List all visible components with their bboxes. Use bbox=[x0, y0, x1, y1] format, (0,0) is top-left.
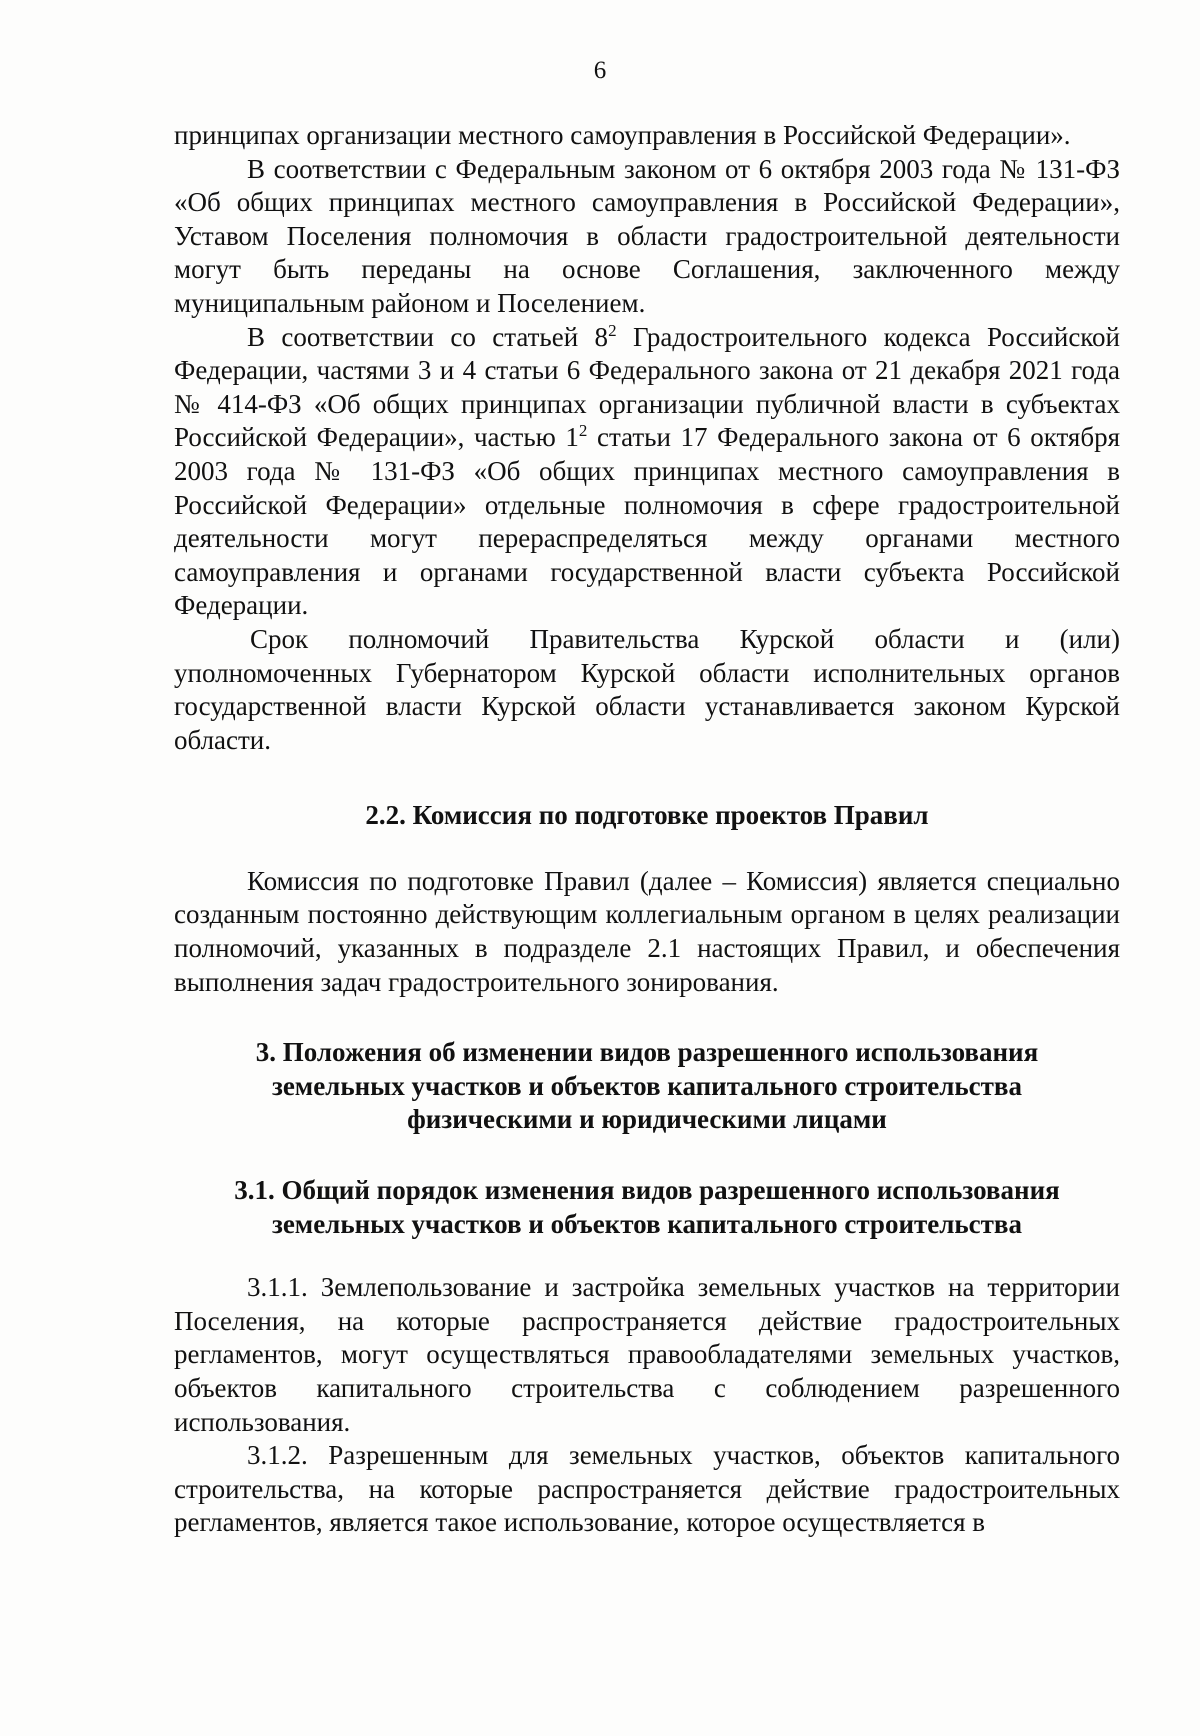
paragraph-transfer-of-powers: В соответствии с Федеральным законом от 6 октября 2003 года № 131-ФЗ «Об общих принципах местного самоуправления в Российской Федерации», Уставом Поселения полномочия в области градостроительной деятельности могут быть переданы на основе Соглашения, заключенного между муниципальным районом и Поселением. bbox=[174, 153, 1120, 318]
paragraph-3-1-1: 3.1.1. Землепользование и застройка земельных участков на территории Поселения, на которые распространяется действие градостроительных регламентов, могут осуществляться правообладателями земельных участков, объектов капитального строительства с соблюдением разрешенного использования. bbox=[174, 1272, 1120, 1437]
superscript-index: 2 bbox=[608, 320, 617, 340]
heading-line: физическими и юридическими лицами bbox=[407, 1104, 887, 1135]
paragraph-continuation: принципах организации местного самоуправления в Российской Федерации». bbox=[174, 120, 1071, 150]
paragraph-3-1-2: 3.1.2. Разрешенным для земельных участков, объектов капитального строительства, на которые распространяется действие градостроительных регламентов, является такое использование, которое осуществляется в bbox=[174, 1440, 1120, 1538]
paragraph-text-part: статьи 17 Федерального закона от 6 октября 2003 года № 131-ФЗ «Об общих принципах местного самоуправления в Российской Федерации» отдельные полномочия в сфере градостроительной деятельности могут перераспределяться между органами местного самоуправления и органами государственной власти субъекта Российской Федерации. bbox=[174, 422, 1120, 621]
paragraph-text-part: Градостроительного кодекса Российской Федерации, частями 3 и 4 статьи 6 Федерального закона от 21 декабря 2021 года № 414-ФЗ «Об общих принципах организации публичной власти в субъектах Российской Федерации», частью 1 bbox=[174, 321, 1121, 453]
heading-line: 3. Положения об изменении видов разрешенного использования bbox=[255, 1037, 1039, 1068]
section-heading-3-1 bbox=[174, 1174, 1120, 1241]
heading-line: 3.1. Общий порядок изменения видов разрешенного использования bbox=[234, 1175, 1060, 1206]
heading-line: земельных участков и объектов капитального строительства bbox=[271, 1070, 1023, 1101]
superscript-index: 2 bbox=[578, 421, 588, 441]
paragraph-commission: Комиссия по подготовке Правил (далее – Комиссия) является специально созданным постоянно действующим коллегиальным органом в целях реализации полномочий, указанных в подразделе 2.1 настоящих Правил, и обеспечения выполнения задач градостроительного зонирования. bbox=[174, 865, 1120, 997]
page-number: 6 bbox=[593, 57, 607, 84]
paragraph-term-of-powers: Срок полномочий Правительства Курской области и (или) уполномоченных Губернатором Курской области исполнительных органов государственной власти Курской области устанавливается законом Курской области. bbox=[174, 623, 1120, 755]
paragraph-redistribution-of-powers bbox=[174, 321, 1120, 623]
paragraph-text-part: В соответствии со статьей 8 bbox=[247, 321, 609, 352]
section-heading-3 bbox=[174, 1036, 1120, 1137]
document-body bbox=[174, 119, 1120, 1540]
heading-line: земельных участков и объектов капитального строительства bbox=[271, 1208, 1023, 1239]
section-heading-2-2: 2.2. Комиссия по подготовке проектов Правил bbox=[365, 800, 929, 831]
